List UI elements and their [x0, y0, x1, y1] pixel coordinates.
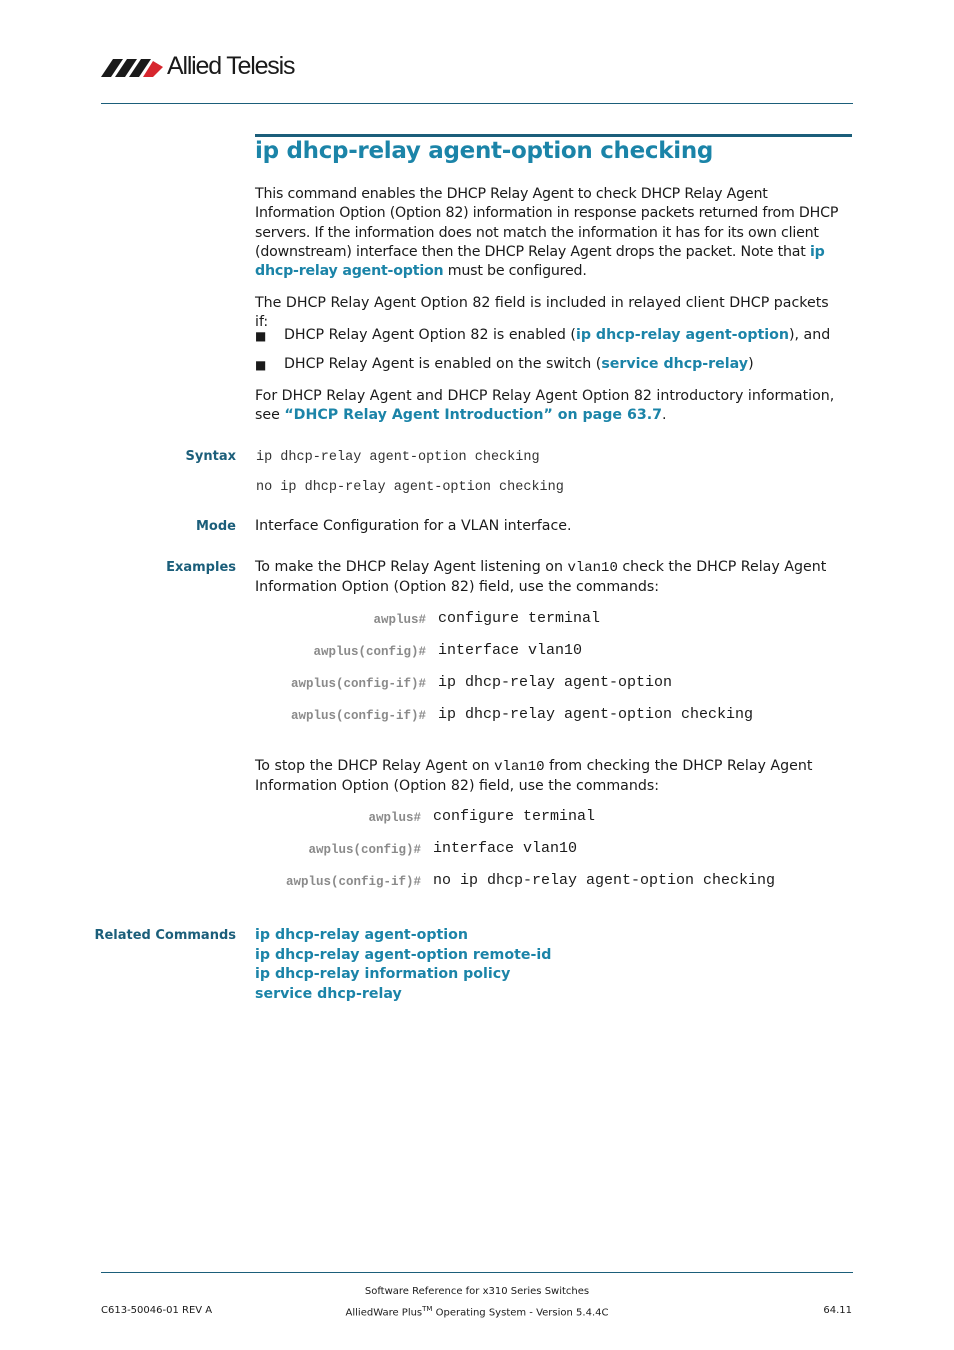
footer-version-text: Operating System - Version 5.4.4C: [432, 1307, 609, 1319]
example-1-description: [255, 558, 845, 598]
cli-command: no ip dhcp-relay agent-option checking: [433, 872, 776, 889]
cli-command: configure terminal: [433, 808, 596, 825]
example-1-text: To make the DHCP Relay Agent listening on: [255, 559, 568, 575]
related-link[interactable]: service dhcp-relay: [255, 985, 402, 1002]
cli-prompt: awplus(config)#: [308, 843, 421, 857]
footer-title: Software Reference for x310 Series Switches: [364, 1286, 590, 1297]
bullet-mark: ■: [255, 329, 267, 343]
example-2-text-end: from checking the DHCP Relay Agent Information Option (Option 82) field, use the commands:: [255, 758, 813, 795]
bullet-item: [284, 326, 830, 345]
page-title: ip dhcp-relay agent-option checking: [255, 138, 714, 164]
footer-product: AlliedWare Plus: [345, 1307, 423, 1319]
title-rule: [255, 134, 852, 137]
bullet-text: DHCP Relay Agent is enabled on the switch (: [284, 356, 602, 372]
cli-command: interface vlan10: [438, 642, 583, 659]
cli-prompt: awplus(config-if)#: [290, 709, 426, 723]
bullet-link[interactable]: service dhcp-relay: [601, 356, 749, 372]
example-1-code: vlan10: [567, 560, 618, 576]
brand-logo: [101, 50, 294, 82]
intro-link[interactable]: ip dhcp-relay agent-option: [255, 243, 825, 280]
intro-ref-link[interactable]: “DHCP Relay Agent Introduction” on page 63.7: [284, 407, 662, 424]
example-2-code: vlan10: [494, 759, 545, 775]
intro-paragraph: [255, 185, 845, 281]
cli-prompt: awplus(config)#: [313, 645, 426, 659]
cli-command: interface vlan10: [433, 840, 578, 857]
cli-command: ip dhcp-relay agent-option: [438, 674, 673, 691]
example-2-text: To stop the DHCP Relay Agent on: [255, 758, 495, 774]
intro-ref-text: For DHCP Relay Agent and DHCP Relay Agent Option 82 introductory information, see: [255, 388, 835, 424]
intro-reference-paragraph: [255, 387, 845, 426]
footer-trademark: TM: [422, 1305, 433, 1313]
allied-telesis-logo-icon: [101, 55, 163, 77]
bullet-link[interactable]: ip dhcp-relay agent-option: [575, 327, 789, 343]
footer-version: [0, 1305, 954, 1318]
cli-prompt: awplus(config-if)#: [290, 677, 426, 691]
example-1-text-end: check the DHCP Relay Agent Information Option (Option 82) field, use the commands:: [255, 559, 827, 596]
mode-label: Mode: [196, 519, 236, 534]
mode-text: Interface Configuration for a VLAN interface.: [255, 518, 572, 534]
cli-command: ip dhcp-relay agent-option checking: [438, 706, 754, 723]
cli-prompt: awplus(config-if)#: [285, 875, 421, 889]
related-commands-label: Related Commands: [94, 928, 236, 943]
intro-text: This command enables the DHCP Relay Agent to check DHCP Relay Agent Information Option (Option 82) information in response packets returned from DHCP servers. If the information does not match the information it has for its own client (downstream) interface then the DHCP Relay Agent drops the packet. Note that: [255, 186, 839, 260]
bullet-item: [284, 355, 754, 374]
cli-command: configure terminal: [438, 610, 601, 627]
intro-ref-text-end: .: [661, 407, 667, 424]
footer-page-number: 64.11: [823, 1305, 852, 1316]
examples-label: Examples: [166, 560, 236, 575]
related-commands-list: [255, 926, 551, 1004]
bullet-text: DHCP Relay Agent Option 82 is enabled (: [284, 327, 576, 343]
included-paragraph: The DHCP Relay Agent Option 82 field is included in relayed client DHCP packets if:: [255, 295, 829, 331]
bullet-text-end: ), and: [788, 327, 831, 343]
example-2-description: [255, 757, 845, 797]
header-rule: [101, 103, 853, 104]
syntax-line: ip dhcp-relay agent-option checking: [256, 450, 540, 465]
related-link[interactable]: ip dhcp-relay agent-option: [255, 927, 468, 943]
related-link[interactable]: ip dhcp-relay agent-option remote-id: [255, 946, 552, 963]
syntax-line: no ip dhcp-relay agent-option checking: [256, 480, 564, 495]
bullet-text-end: ): [748, 356, 754, 372]
syntax-label: Syntax: [185, 449, 236, 464]
cli-prompt: awplus#: [368, 811, 421, 825]
bullet-mark: ■: [255, 358, 267, 372]
brand-name: Allied Telesis: [167, 52, 295, 80]
cli-prompt: awplus#: [373, 613, 426, 627]
related-link[interactable]: ip dhcp-relay information policy: [255, 966, 511, 982]
intro-text-end: must be configured.: [443, 263, 587, 280]
footer-rule: [101, 1272, 853, 1273]
footer-doc-id: C613-50046-01 REV A: [101, 1305, 213, 1316]
